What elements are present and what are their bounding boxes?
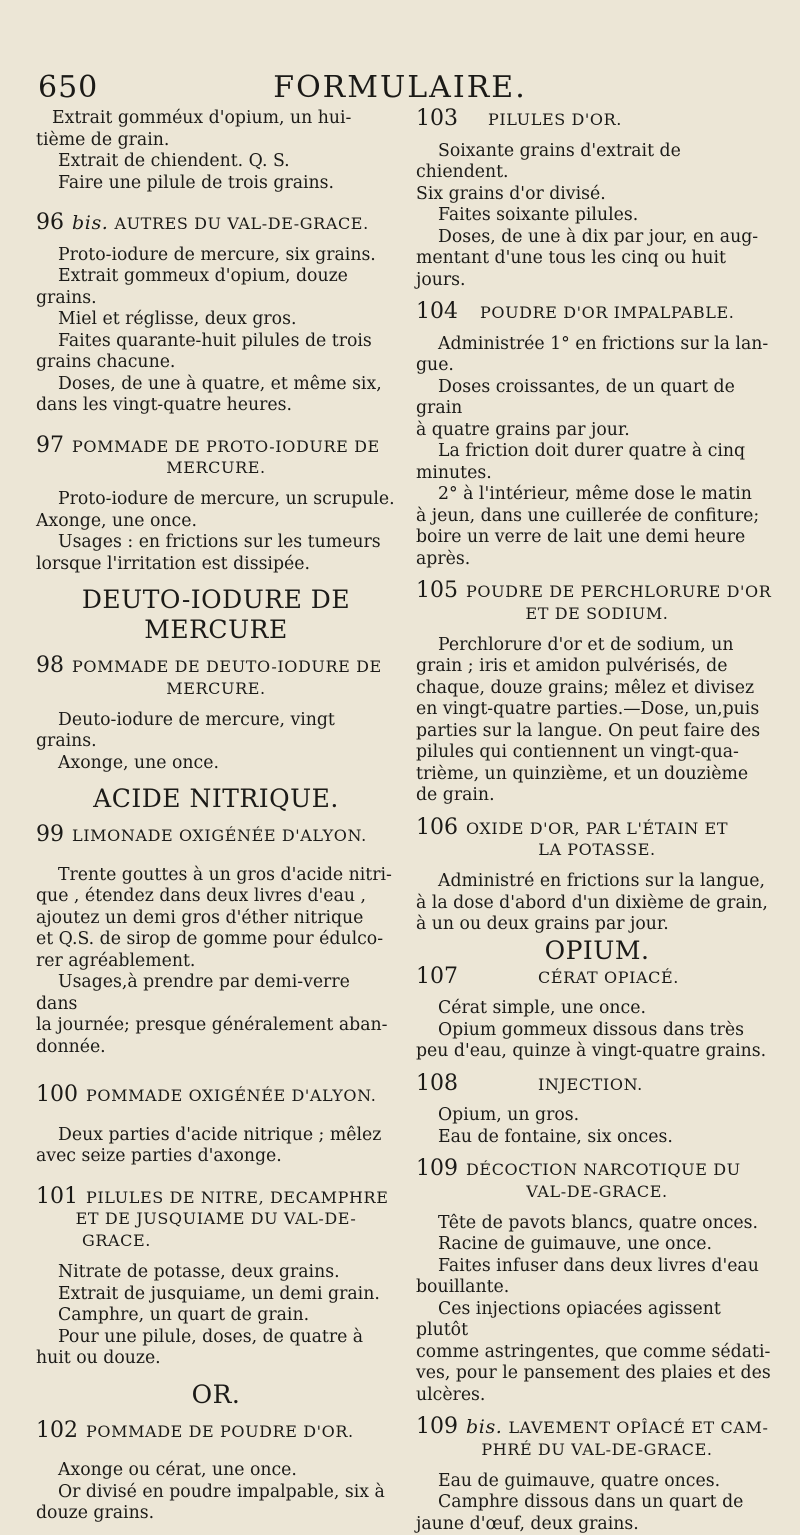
text-line: trième, un quinzième, et un douzième <box>416 764 778 786</box>
entry-number: 100 <box>36 1082 78 1107</box>
text-line: à quatre grains par jour. <box>416 420 778 442</box>
text-line: Perchlorure d'or et de sodium, un <box>416 635 778 657</box>
entry-heading-109-bis <box>416 1416 778 1439</box>
entry-number: 109 <box>416 1414 458 1439</box>
text-line: ves, pour le pansement des plaies et des <box>416 1363 778 1385</box>
text-line: Ces injections opiacées agissent plutôt <box>416 1299 778 1342</box>
entry-heading-103 <box>416 108 778 131</box>
entry-number: 109 <box>416 1156 458 1181</box>
text-line: Administrée 1° en frictions sur la lan- <box>416 334 778 356</box>
entry-number: 105 <box>416 578 458 603</box>
entry-title: CÉRAT OPIACÉ. <box>538 968 679 987</box>
page-header <box>0 70 800 110</box>
text-line: Camphre, un quart de grain. <box>36 1305 396 1327</box>
entry-bis: bis. <box>466 1416 502 1438</box>
text-line: jaune d'œuf, deux grains. <box>416 1514 778 1535</box>
text-line: à un ou deux grains par jour. <box>416 914 778 936</box>
text-line: La friction doit durer quatre à cinq <box>416 441 778 463</box>
entry-heading-101 <box>36 1186 396 1209</box>
entry-title: POMMADE OXIGÉNÉE D'ALYON. <box>86 1086 376 1105</box>
text-line: dans les vingt-quatre heures. <box>36 395 396 417</box>
text-line: ulcères. <box>416 1385 778 1407</box>
entry-title-continued: GRACE. <box>36 1230 396 1252</box>
text-line: bouillante. <box>416 1277 778 1299</box>
text-line: à la dose d'abord d'un dixième de grain, <box>416 893 778 915</box>
text-line: douze grains. <box>36 1503 396 1525</box>
text-line: Axonge, une once. <box>36 511 396 533</box>
entry-number: 104 <box>416 299 458 324</box>
entry-heading-109 <box>416 1158 778 1181</box>
entry-number: 107 <box>416 964 458 989</box>
entry-title: OXIDE D'OR, PAR L'ÉTAIN ET <box>466 819 728 838</box>
entry-title: LAVEMENT OPÎACÉ ET CAM- <box>508 1418 768 1437</box>
entry-heading-97 <box>36 435 396 458</box>
text-line: grains. <box>36 288 396 310</box>
text-line: Deux parties d'acide nitrique ; mêlez <box>36 1125 396 1147</box>
text-line: Or divisé en poudre impalpable, six à <box>36 1482 396 1504</box>
text-line: Faites quarante-huit pilules de trois <box>36 331 396 353</box>
entry-title-continued: MERCURE. <box>36 457 396 479</box>
text-line: Opium gommeux dissous dans très <box>416 1020 778 1042</box>
text-line: Pour une pilule, doses, de quatre à <box>36 1327 396 1349</box>
entry-title: PILULES D'OR. <box>488 110 622 129</box>
text-line: après. <box>416 549 778 571</box>
entry-number: 97 <box>36 433 64 458</box>
entry-title: POUDRE D'OR IMPALPABLE. <box>480 303 734 322</box>
text-line: gue. <box>416 355 778 377</box>
entry-heading-102 <box>36 1420 396 1443</box>
entry-number: 99 <box>36 822 64 847</box>
entry-number: 96 <box>36 210 64 235</box>
right-column <box>416 108 778 1535</box>
text-line: Proto-iodure de mercure, six grains. <box>36 245 396 267</box>
text-line: parties sur la langue. On peut faire des <box>416 721 778 743</box>
text-line: Opium, un gros. <box>416 1105 778 1127</box>
text-line: à jeun, dans une cuillerée de confiture; <box>416 506 778 528</box>
text-line: rer agréablement. <box>36 951 396 973</box>
text-line: Axonge ou cérat, une once. <box>36 1460 396 1482</box>
entry-bis: bis. <box>72 212 108 234</box>
text-line: Doses, de une à dix par jour, en aug- <box>416 227 778 249</box>
text-line: Extrait gommeux d'opium, douze <box>36 266 396 288</box>
text-line: Soixante grains d'extrait de chiendent. <box>416 141 778 184</box>
text-line: ajoutez un demi gros d'éther nitrique <box>36 908 396 930</box>
text-line: Administré en frictions sur la langue, <box>416 871 778 893</box>
text-line: en vingt-quatre parties.—Dose, un,puis <box>416 699 778 721</box>
text-line: Trente gouttes à un gros d'acide nitri- <box>36 865 396 887</box>
text-line: boire un verre de lait une demi heure <box>416 527 778 549</box>
text-line: de grain. <box>416 785 778 807</box>
text-line: jours. <box>416 270 778 292</box>
entry-title-continued: LA POTASSE. <box>416 839 778 861</box>
section-heading: ACIDE NITRIQUE. <box>36 784 396 814</box>
left-column <box>36 108 396 1525</box>
entry-title-continued: ET DE SODIUM. <box>416 603 778 625</box>
entry-title: POUDRE DE PERCHLORURE D'OR <box>466 582 771 601</box>
text-line: grain ; iris et amidon pulvérisés, de <box>416 656 778 678</box>
text-line: pilules qui contiennent un vingt-qua- <box>416 742 778 764</box>
entry-heading-98 <box>36 655 396 678</box>
entry-title: POMMADE DE POUDRE D'OR. <box>86 1422 354 1441</box>
entry-title: DÉCOCTION NARCOTIQUE DU <box>466 1160 741 1179</box>
text-line: Nitrate de potasse, deux grains. <box>36 1262 396 1284</box>
entry-title-continued: ET DE JUSQUIAME DU VAL-DE- <box>36 1208 396 1230</box>
text-line: Faites infuser dans deux livres d'eau <box>416 1256 778 1278</box>
entry-heading-107 <box>416 966 778 989</box>
text-line: Eau de fontaine, six onces. <box>416 1127 778 1149</box>
page-number: 650 <box>38 70 98 105</box>
entry-number: 106 <box>416 815 458 840</box>
text-line: et Q.S. de sirop de gomme pour édulco- <box>36 929 396 951</box>
text-line: mentant d'une tous les cinq ou huit <box>416 248 778 270</box>
text-line: Doses croissantes, de un quart de grain <box>416 377 778 420</box>
entry-heading-99 <box>36 824 396 847</box>
text-line: Doses, de une à quatre, et même six, <box>36 374 396 396</box>
section-heading: OPIUM. <box>416 936 778 966</box>
entry-heading-106 <box>416 817 778 840</box>
entry-heading-100 <box>36 1084 396 1107</box>
entry-title: POMMADE DE PROTO-IODURE DE <box>72 437 380 456</box>
text-line: donnée. <box>36 1037 396 1059</box>
entry-heading-104 <box>416 301 778 324</box>
text-line: la journée; presque généralement aban- <box>36 1015 396 1037</box>
section-heading: DEUTO-IODURE DE MERCURE <box>36 585 396 645</box>
entry-number: 102 <box>36 1418 78 1443</box>
text-line: Extrait de chiendent. Q. S. <box>36 151 396 173</box>
text-line: minutes. <box>416 463 778 485</box>
text-line: Eau de guimauve, quatre onces. <box>416 1471 778 1493</box>
text-line: grains chacune. <box>36 352 396 374</box>
text-line: Usages : en frictions sur les tumeurs <box>36 532 396 554</box>
entry-title-continued: VAL-DE-GRACE. <box>416 1181 778 1203</box>
text-line: Axonge, une once. <box>36 753 396 775</box>
text-line: Faites soixante pilules. <box>416 205 778 227</box>
entry-title: POMMADE DE DEUTO-IODURE DE <box>72 657 382 676</box>
entry-heading-96 <box>36 212 396 235</box>
text-line: Racine de guimauve, une once. <box>416 1234 778 1256</box>
entry-title: LIMONADE OXIGÉNÉE D'ALYON. <box>72 826 367 845</box>
text-line: 2° à l'intérieur, même dose le matin <box>416 484 778 506</box>
section-heading: OR. <box>36 1380 396 1410</box>
text-line: huit ou douze. <box>36 1348 396 1370</box>
entry-title: AUTRES DU VAL-DE-GRACE. <box>114 214 368 233</box>
entry-number: 98 <box>36 653 64 678</box>
text-line: Extrait gomméux d'opium, un hui- <box>36 108 396 130</box>
text-line: Usages,à prendre par demi-verre dans <box>36 972 396 1015</box>
entry-title: PILULES DE NITRE, DECAMPHRE <box>86 1188 389 1207</box>
text-line: chaque, douze grains; mêlez et divisez <box>416 678 778 700</box>
entry-number: 108 <box>416 1071 458 1096</box>
entry-number: 101 <box>36 1184 78 1209</box>
entry-title-continued: MERCURE. <box>36 678 396 700</box>
text-line: peu d'eau, quinze à vingt-quatre grains. <box>416 1041 778 1063</box>
text-line: lorsque l'irritation est dissipée. <box>36 554 396 576</box>
text-line: Faire une pilule de trois grains. <box>36 173 396 195</box>
text-line: Six grains d'or divisé. <box>416 184 778 206</box>
text-line: tième de grain. <box>36 130 396 152</box>
entry-heading-105 <box>416 580 778 603</box>
entry-heading-108 <box>416 1073 778 1096</box>
text-line: Extrait de jusquiame, un demi grain. <box>36 1284 396 1306</box>
text-line: Miel et réglisse, deux gros. <box>36 309 396 331</box>
text-line: comme astringentes, que comme sédati- <box>416 1342 778 1364</box>
text-line: Camphre dissous dans un quart de <box>416 1492 778 1514</box>
text-line: Proto-iodure de mercure, un scrupule. <box>36 489 396 511</box>
text-line: que , étendez dans deux livres d'eau , <box>36 886 396 908</box>
text-line: Deuto-iodure de mercure, vingt grains. <box>36 710 396 753</box>
text-line: Tête de pavots blancs, quatre onces. <box>416 1213 778 1235</box>
running-title: FORMULAIRE. <box>0 70 800 105</box>
text-line: Cérat simple, une once. <box>416 998 778 1020</box>
entry-title: INJECTION. <box>538 1075 643 1094</box>
entry-title-continued: PHRÉ DU VAL-DE-GRACE. <box>416 1439 778 1461</box>
text-line: avec seize parties d'axonge. <box>36 1146 396 1168</box>
entry-number: 103 <box>416 106 458 131</box>
